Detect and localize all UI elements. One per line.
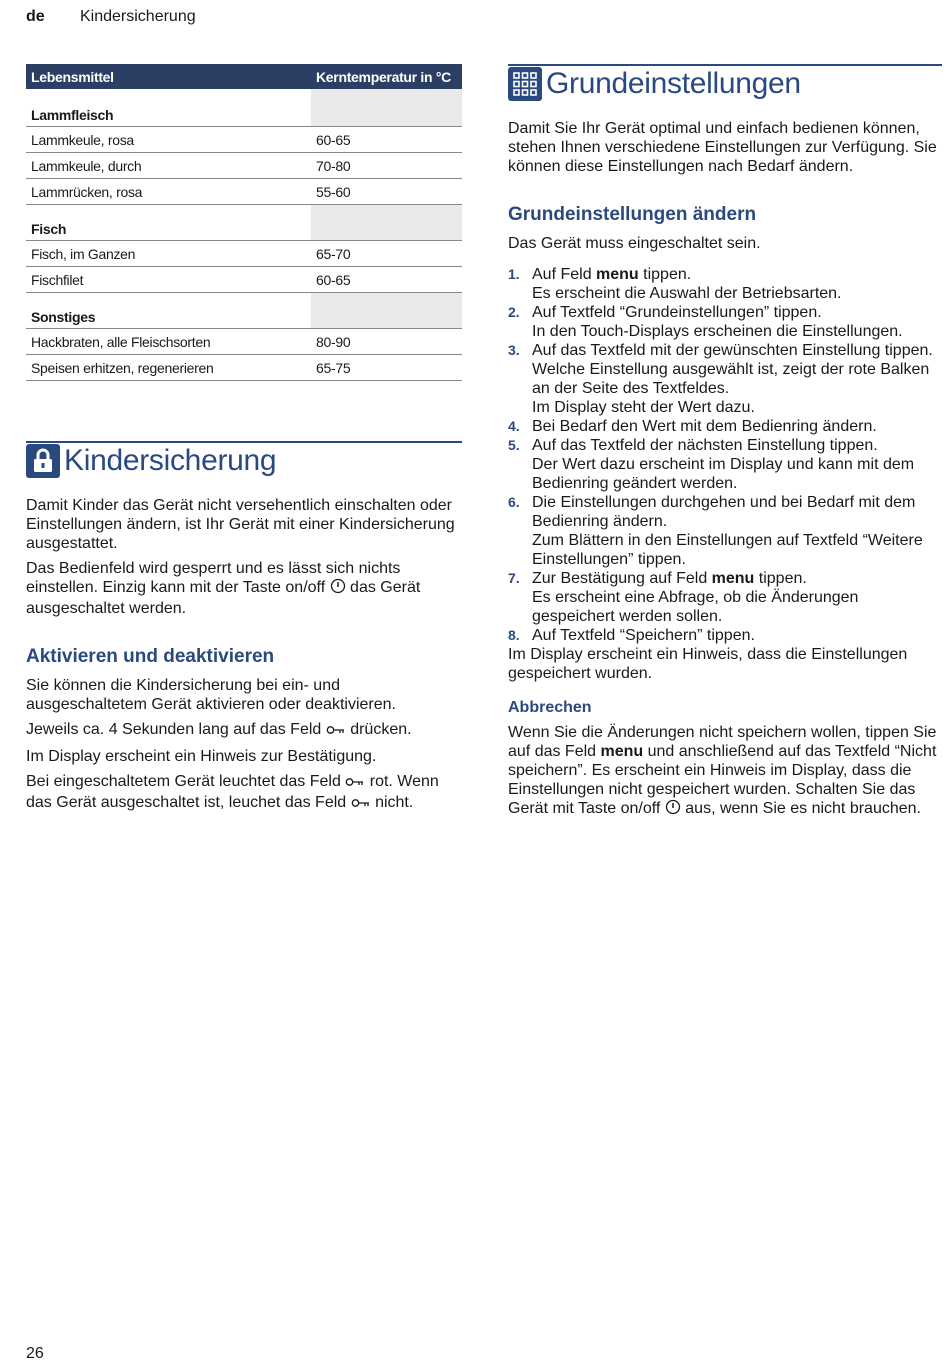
step-text: Auf das Textfeld mit der gewünschten Einstellung tippen.	[532, 342, 933, 359]
step-text: Die Einstellungen durchgehen und bei Bedarf mit dem Bedienring ändern.	[532, 494, 916, 530]
table-cell-temp: 80-90	[311, 329, 462, 355]
right-column	[508, 64, 942, 820]
aktivieren-text-2: Jeweils ca. 4 Sekunden lang auf das Feld drücken.	[26, 720, 462, 741]
key-icon	[351, 795, 371, 814]
abbrechen-subheading: Abbrechen	[508, 699, 592, 716]
table-cell-temp: 70-80	[311, 153, 462, 179]
table-header-temp: Kerntemperatur in °C	[311, 64, 462, 89]
step-item	[508, 303, 942, 341]
table-group-name: Fisch	[26, 205, 311, 241]
step-number: 4.	[508, 418, 520, 434]
kindersicherung-paragraph: Das Bedienfeld wird gesperrt und es lässt sich nichts einstellen. Einzig kann mit der Taste on/off das Gerät ausgeschaltet werden.	[26, 560, 421, 617]
step-item	[508, 436, 942, 493]
table-row	[26, 355, 462, 381]
grundeinstellungen-steps	[508, 265, 942, 645]
step-text: Auf Feld	[532, 266, 597, 283]
header-language: de	[26, 8, 45, 25]
step-number: 3.	[508, 342, 520, 358]
table-row	[26, 329, 462, 355]
table-cell-temp: 65-70	[311, 241, 462, 267]
table-cell-food: Fisch, im Ganzen	[26, 241, 311, 267]
grundeinstellungen-heading	[508, 64, 942, 101]
table-body	[26, 89, 462, 381]
key-icon	[345, 774, 365, 793]
lock-icon	[26, 444, 60, 478]
table-cell-temp: 55-60	[311, 179, 462, 205]
step-item	[508, 417, 942, 436]
left-column	[26, 64, 462, 814]
table-row	[26, 267, 462, 293]
kindersicherung-title: Kindersicherung	[64, 444, 277, 477]
table-cell-food: Speisen erhitzen, regenerieren	[26, 355, 311, 381]
grundeinstellungen-title: Grundeinstellungen	[546, 67, 801, 100]
core-temperature-table	[26, 64, 462, 381]
grid-icon	[508, 67, 542, 101]
step-extra: In den Touch-Displays erscheinen die Einstellungen.	[532, 323, 903, 340]
grundeinstellungen-precondition: Das Gerät muss eingeschaltet sein.	[508, 235, 761, 252]
step-item	[508, 569, 942, 626]
step-number: 8.	[508, 627, 520, 643]
step-extra: Es erscheint die Auswahl der Betriebsarten.	[532, 285, 842, 302]
grundeinstellungen-intro: Damit Sie Ihr Gerät optimal und einfach bedienen können, stehen Ihnen verschiedene Einstellungen zur Verfügung. Sie können diese Einstellungen nach Bedarf ändern.	[508, 120, 937, 175]
table-group-empty-cell	[311, 89, 462, 127]
step-item	[508, 265, 942, 303]
step-extra: Welche Einstellung ausgewählt ist, zeigt der rote Balken an der Seite des Textfeldes. Im Display steht der Wert dazu.	[532, 361, 930, 416]
step-text: Auf das Textfeld der nächsten Einstellung tippen.	[532, 437, 878, 454]
table-row	[26, 241, 462, 267]
table-group-empty-cell	[311, 293, 462, 329]
step-text-tail: tippen.	[754, 570, 807, 587]
table-group-name: Sonstiges	[26, 293, 311, 329]
power-icon	[330, 578, 346, 599]
table-row	[26, 127, 462, 153]
kindersicherung-heading	[26, 441, 462, 478]
page-number: 26	[26, 1345, 44, 1362]
aktivieren-text-3: Im Display erscheint ein Hinweis zur Bestätigung.	[26, 748, 377, 765]
table-cell-food: Lammrücken, rosa	[26, 179, 311, 205]
step-number: 2.	[508, 304, 520, 320]
table-cell-food: Lammkeule, rosa	[26, 127, 311, 153]
step-text: Auf Textfeld “Grundeinstellungen” tippen.	[532, 304, 822, 321]
table-group-row	[26, 205, 462, 241]
step-number: 5.	[508, 437, 520, 453]
step-number: 1.	[508, 266, 520, 282]
table-row	[26, 153, 462, 179]
table-group-row	[26, 293, 462, 329]
table-header-food: Lebensmittel	[26, 64, 311, 89]
table-cell-temp: 60-65	[311, 267, 462, 293]
step-bold-label: menu	[596, 266, 639, 283]
step-item	[508, 626, 942, 645]
step-number: 6.	[508, 494, 520, 510]
header-section-title: Kindersicherung	[80, 8, 196, 25]
step-bold-label: menu	[711, 570, 755, 587]
step-extra: Zum Blättern in den Einstellungen auf Textfeld “Weitere Einstellungen” tippen.	[532, 532, 923, 568]
aktivieren-text-4: Bei eingeschaltetem Gerät leuchtet das Feld rot. Wenn das Gerät ausgeschaltet ist, leuchet das Feld nicht.	[26, 772, 462, 814]
kindersicherung-intro: Damit Kinder das Gerät nicht versehentlich einschalten oder Einstellungen ändern, ist Ihr Gerät mit einer Kindersicherung ausgestattet.	[26, 497, 455, 552]
step-extra: Der Wert dazu erscheint im Display und kann mit dem Bedienring geändert werden.	[532, 456, 915, 492]
step-item	[508, 493, 942, 569]
table-cell-food: Fischfilet	[26, 267, 311, 293]
step-item	[508, 341, 942, 417]
table-cell-temp: 65-75	[311, 355, 462, 381]
step-text: Auf Textfeld “Speichern” tippen.	[532, 627, 755, 644]
aktivieren-subheading: Aktivieren und deaktivieren	[26, 646, 275, 667]
power-icon	[665, 799, 681, 820]
grundeinstellungen-aendern-subheading: Grundeinstellungen ändern	[508, 204, 757, 225]
grundeinstellungen-result: Im Display erscheint ein Hinweis, dass die Einstellungen gespeichert wurden.	[508, 646, 908, 682]
key-icon	[326, 722, 346, 741]
step-number: 7.	[508, 570, 520, 586]
step-text: Bei Bedarf den Wert mit dem Bedienring ändern.	[532, 418, 877, 435]
aktivieren-text-1: Sie können die Kindersicherung bei ein- und ausgeschaltetem Gerät aktivieren oder deaktivieren.	[26, 677, 396, 713]
abbrechen-text: Wenn Sie die Änderungen nicht speichern wollen, tippen Sie auf das Feld menu und anschließend auf das Textfeld “Nicht speichern”. Es erscheint ein Hinweis im Display, dass die Einstellungen nicht gespeichert wurden. Schalten Sie das Gerät mit Taste on/off aus, wenn Sie es nicht brauchen.	[508, 723, 942, 820]
table-cell-food: Lammkeule, durch	[26, 153, 311, 179]
table-header-row	[26, 64, 462, 89]
table-cell-temp: 60-65	[311, 127, 462, 153]
table-group-name: Lammfleisch	[26, 89, 311, 127]
table-cell-food: Hackbraten, alle Fleischsorten	[26, 329, 311, 355]
table-group-empty-cell	[311, 205, 462, 241]
step-extra: Es erscheint eine Abfrage, ob die Änderungen gespeichert werden sollen.	[532, 589, 859, 625]
step-text-tail: tippen.	[638, 266, 692, 283]
table-group-row	[26, 89, 462, 127]
table-row	[26, 179, 462, 205]
step-text: Zur Bestätigung auf Feld	[532, 570, 712, 587]
